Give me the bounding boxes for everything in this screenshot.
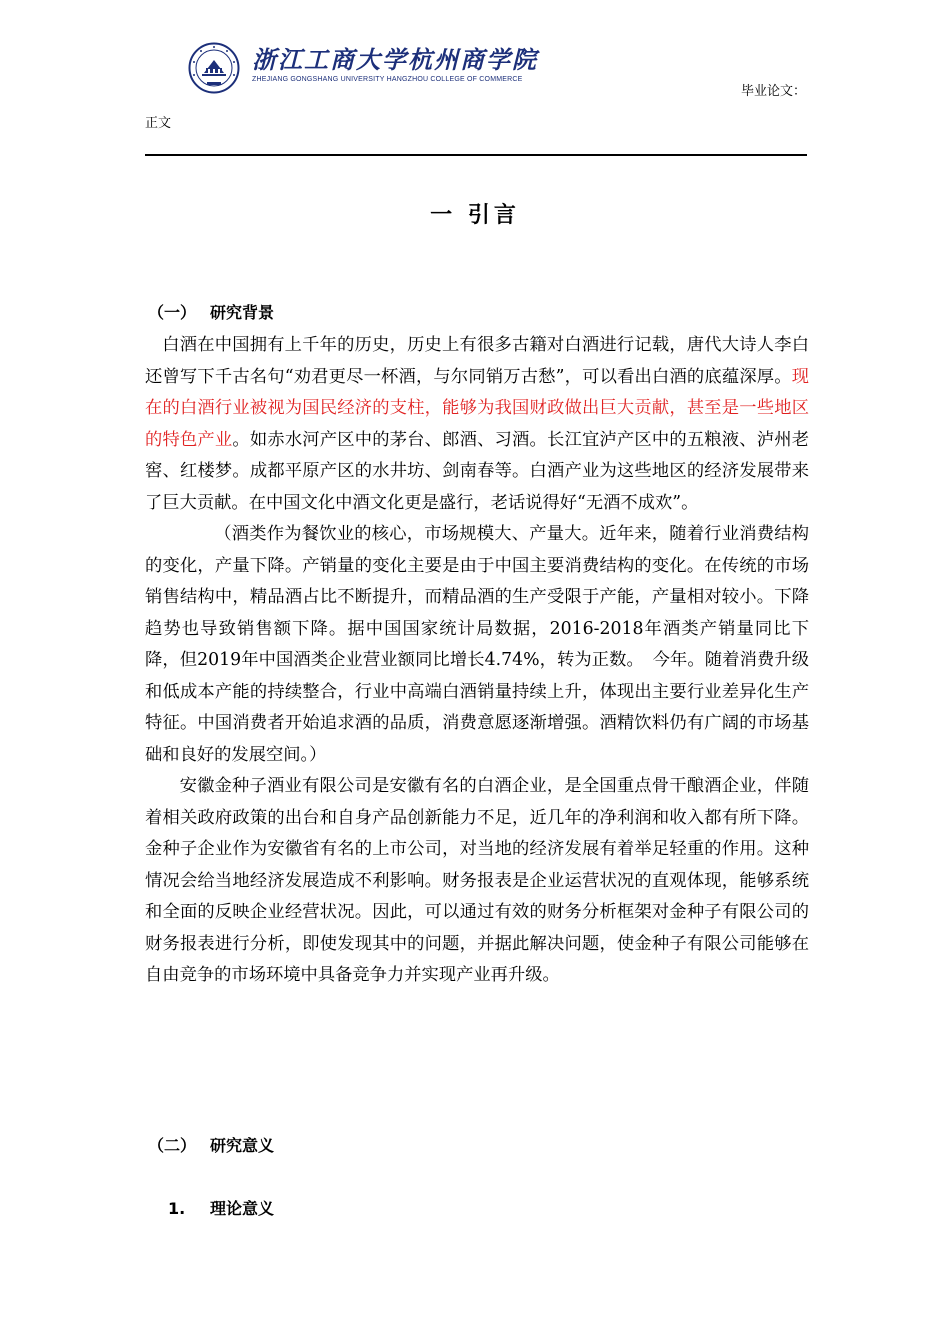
subsection-number: 1. bbox=[168, 1199, 186, 1218]
subsection-title: 理论意义 bbox=[210, 1199, 275, 1218]
highlighted-text: 现在的白酒行业被视为国民经济的支柱，能够为我国财政做出巨大贡献，甚至是一些地区的特色产业 bbox=[145, 366, 809, 450]
section-title: 研究背景 bbox=[210, 303, 275, 322]
header-divider bbox=[145, 154, 807, 156]
paragraph: （酒类作为餐饮业的核心，市场规模大、产量大。近年来，随着行业消费结构的变化，产量下降。产销量的变化主要是由于中国主要消费结构的变化。在传统的市场销售结构中，精品酒占比不断提升，而精品酒的生产受限于产能，产量相对较小。下降趋势也导致销售额下降。据中国国家统计局数据，2016-2018年酒类产销量同比下降，但2019年中国酒类企业营业额同比增长4.74%，转为正数。 今年。随着消费升级和低成本产能的持续整合，行业中高端白酒销量持续上升，体现出主要行业差异化生产特征。中国消费者开始追求酒的品质，消费意愿逐渐增强。酒精饮料仍有广阔的市场基础和良好的发展空间。） bbox=[145, 524, 809, 765]
section-number: （二） bbox=[148, 1136, 197, 1155]
school-name-en: ZHEJIANG GONGSHANG UNIVERSITY HANGZHOU COLLEGE OF COMMERCE bbox=[252, 76, 523, 83]
paragraph-text: 。如赤水河产区中的茅台、郎酒、习酒。长江宜泸产区中的五粮液、泸州老窖、红楼梦。成都平原产区的水井坊、剑南春等。白酒产业为这些地区的经济发展带来了巨大贡献。在中国文化中酒文化更是盛行，老话说得好“无酒不成欢”。 bbox=[145, 429, 809, 513]
paragraph-text: 白酒在中国拥有上千年的历史，历史上有很多古籍对白酒进行记载，唐代大诗人李白还曾写下千古名句“劝君更尽一杯酒，与尔同销万古愁”，可以看出白酒的底蕴深厚。 bbox=[145, 335, 809, 387]
chapter-title: 一 引言 bbox=[430, 203, 520, 228]
subsection-heading-theory bbox=[168, 1196, 274, 1219]
section-body bbox=[145, 330, 809, 992]
paragraph: 安徽金种子酒业有限公司是安徽有名的白酒企业，是全国重点骨干酿酒企业，伴随着相关政府政策的出台和自身产品创新能力不足，近几年的净利润和收入都有所下降。金种子企业作为安徽省有名的上市公司，对当地的经济发展有着举足轻重的作用。这种情况会给当地经济发展造成不利影响。财务报表是企业运营状况的直观体现，能够系统和全面的反映企业经营状况。因此，可以通过有效的财务分析框架对金种子有限公司的财务报表进行分析，即使发现其中的问题，并据此解决问题，使金种子有限公司能够在自由竞争的市场环境中具备竞争力并实现产业再升级。 bbox=[145, 776, 809, 985]
header-section-label: 正文 bbox=[145, 116, 172, 131]
school-name-cn: 浙江工商大学杭州商学院 bbox=[252, 46, 538, 74]
paragraph bbox=[145, 330, 809, 519]
header-thesis-label: 毕业论文： bbox=[740, 84, 806, 99]
section-title: 研究意义 bbox=[210, 1136, 275, 1155]
section-heading-significance bbox=[148, 1133, 274, 1156]
section-heading-background bbox=[148, 300, 274, 323]
section-number: （一） bbox=[148, 303, 197, 322]
university-seal-icon bbox=[188, 42, 240, 94]
school-logo bbox=[252, 46, 542, 83]
